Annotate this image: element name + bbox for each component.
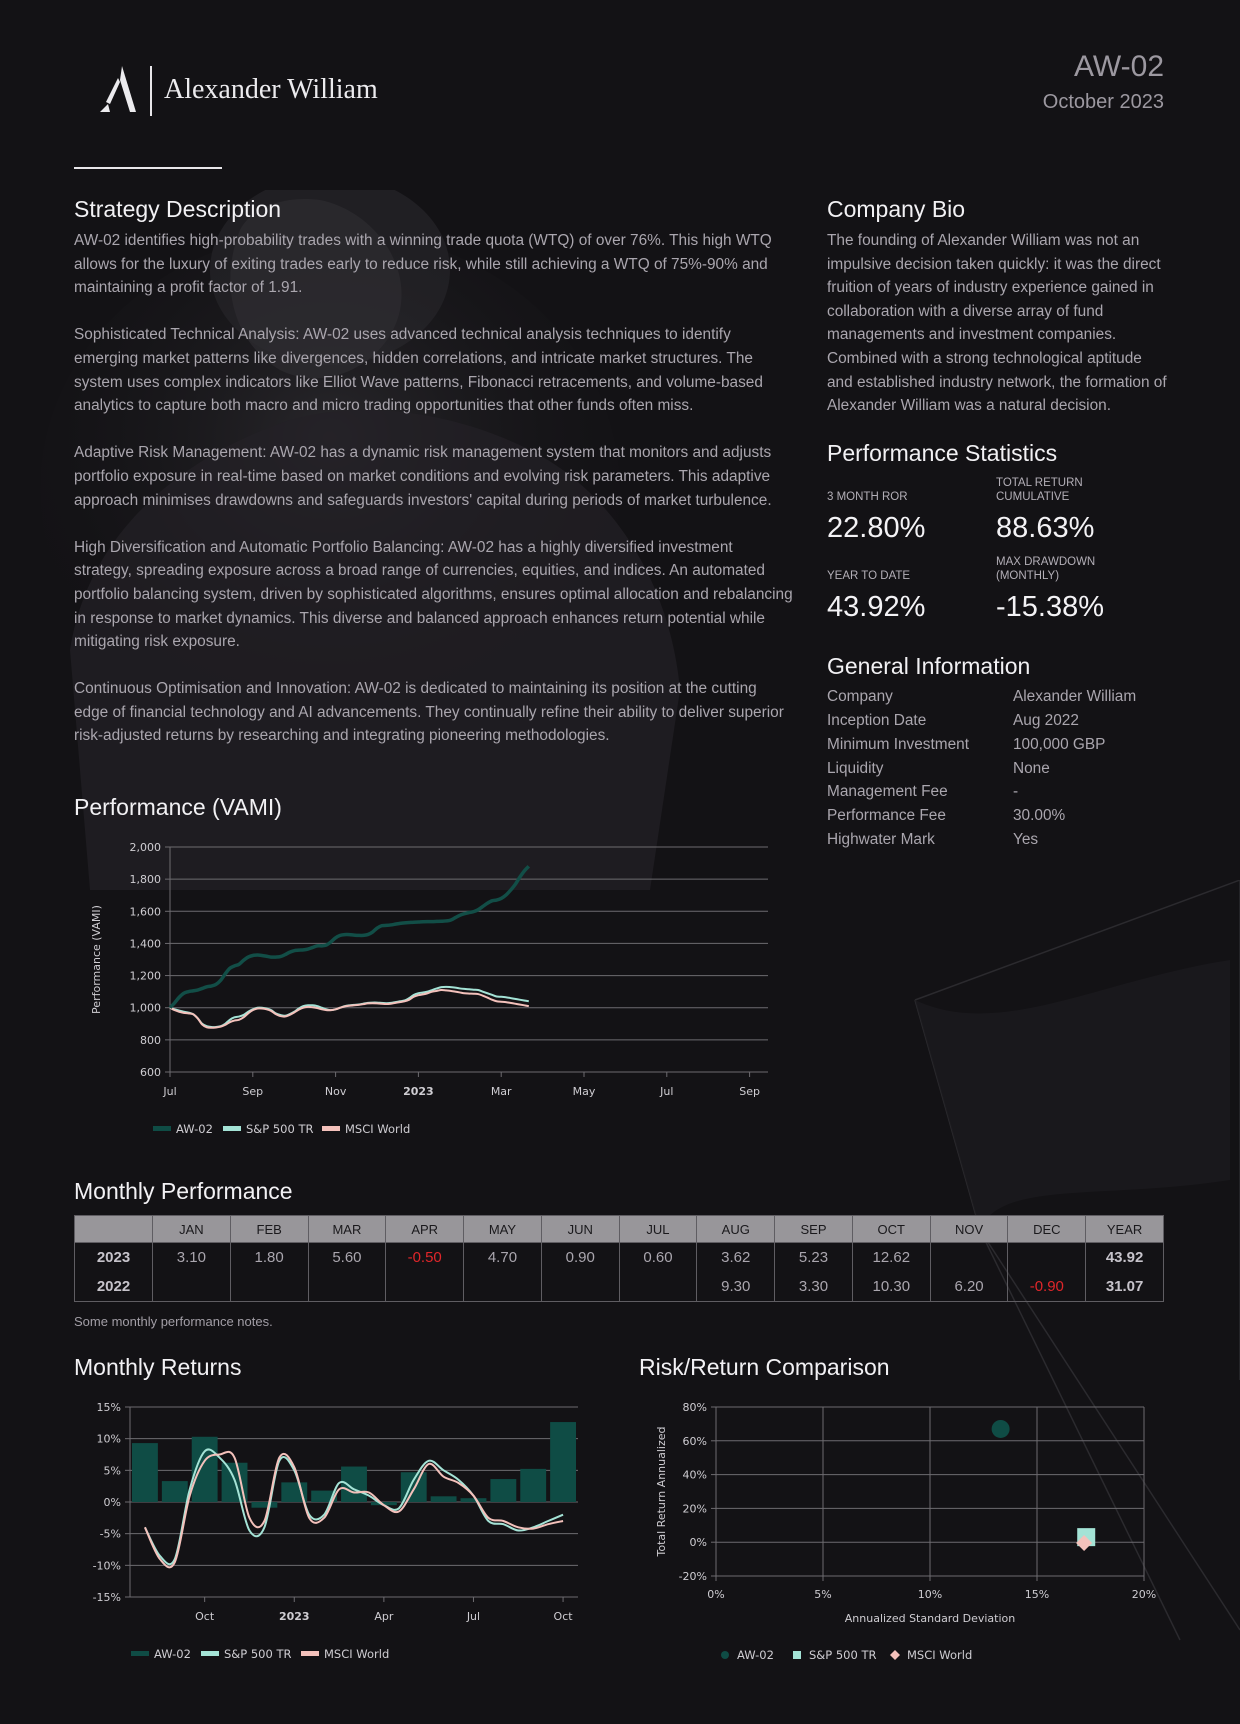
table-cell: 1.80 xyxy=(230,1243,308,1273)
y-tick-label: 800 xyxy=(140,1033,161,1047)
y-tick-label: 60% xyxy=(682,1434,707,1448)
series-line-msci-world xyxy=(170,990,529,1028)
stat-value-total-return: 88.63% xyxy=(996,512,1095,544)
column-header: OCT xyxy=(852,1216,930,1243)
info-label: Inception Date xyxy=(827,712,927,729)
column-header xyxy=(75,1216,153,1243)
legend-monthly-swatch xyxy=(301,1651,319,1656)
series-line-aw-02 xyxy=(170,866,529,1007)
table-cell xyxy=(619,1272,697,1302)
x-tick-label: Oct xyxy=(553,1610,573,1623)
info-label: Minimum Investment xyxy=(827,736,969,753)
bar xyxy=(341,1467,367,1502)
monthly-returns-heading: Monthly Returns xyxy=(74,1354,242,1380)
table-cell: 12.62 xyxy=(852,1243,930,1273)
info-value: Aug 2022 xyxy=(1013,712,1079,729)
info-label: Management Fee xyxy=(827,783,948,800)
stat-value-ytd: 43.92% xyxy=(827,591,926,623)
y-tick-label: -20% xyxy=(678,1570,707,1583)
stat-label-3m-ror: 3 MONTH ROR xyxy=(827,491,908,503)
logo-company-name: Alexander William xyxy=(164,74,378,105)
info-value: - xyxy=(1013,783,1019,800)
y-tick-label: 5% xyxy=(103,1464,121,1478)
table-cell: -0.90 xyxy=(1008,1272,1086,1302)
column-header: NOV xyxy=(930,1216,1008,1243)
legend-risk-return-swatch xyxy=(890,1650,900,1660)
row-total: 43.92 xyxy=(1086,1243,1164,1273)
table-header-row xyxy=(75,1216,1164,1243)
stat-value-max-drawdown: -15.38% xyxy=(996,591,1105,623)
x-tick-label: 5% xyxy=(814,1588,832,1601)
point-aw-02 xyxy=(992,1420,1010,1438)
legend-risk-return-swatch xyxy=(793,1651,801,1659)
x-tick-label: Mar xyxy=(490,1085,512,1098)
info-value: Alexander William xyxy=(1013,688,1137,705)
x-tick-label: Jul xyxy=(466,1610,481,1623)
y-tick-label: 1,600 xyxy=(129,905,161,919)
column-header: JUN xyxy=(541,1216,619,1243)
bar xyxy=(251,1502,277,1508)
legend-risk-return-label: S&P 500 TR xyxy=(809,1648,877,1662)
table-cell xyxy=(1008,1243,1086,1273)
row-year: 2023 xyxy=(75,1243,153,1273)
strategy-paragraph: High Diversification and Automatic Portfolio Balancing: AW-02 has a highly diversified investment strategy, spreading exposure across a broad range of currencies, equities, and indices. An automated portfolio balancing system, driven by sophisticated algorithms, ensures optimal allocation and rebalancing in response to market dynamics. This diverse and balanced approach enhances return potential while mitigating risk exposure. xyxy=(74,538,793,651)
y-tick-label: 80% xyxy=(682,1401,707,1414)
column-header: AUG xyxy=(697,1216,775,1243)
legend-vami-label: S&P 500 TR xyxy=(246,1122,314,1136)
y-tick-label: 1,800 xyxy=(129,873,161,887)
table-cell: 3.10 xyxy=(153,1243,231,1273)
row-year: 2022 xyxy=(75,1272,153,1302)
risk-return-heading: Risk/Return Comparison xyxy=(639,1354,890,1380)
bar xyxy=(431,1496,457,1502)
y-tick-label: 600 xyxy=(140,1066,161,1079)
legend-monthly-label: AW-02 xyxy=(154,1647,191,1661)
fund-id: AW-02 xyxy=(1073,50,1164,83)
company-bio-text: The founding of Alexander William was not an impulsive decision taken quickly: it was the direct fruition of years of industry experience gained in collaboration with a diverse array of fund managements and investment companies. Combined with a strong technological aptitude and established industry network, the formation of Alexander William was a natural decision. xyxy=(827,232,1167,415)
y-tick-label: 0% xyxy=(689,1536,707,1550)
legend-risk-return-label: AW-02 xyxy=(737,1648,774,1662)
strategy-paragraph: Sophisticated Technical Analysis: AW-02 uses advanced technical analysis techniques to identify emerging market patterns like divergences, hidden correlations, and intricate market structures. The system uses complex indicators like Elliot Wave patterns, Fibonacci retracements, and volume-based analytics to capture both macro and micro trading opportunities that other funds often miss. xyxy=(74,326,763,415)
info-label: Liquidity xyxy=(827,760,884,777)
legend-vami-swatch xyxy=(223,1126,241,1131)
legend-monthly-label: MSCI World xyxy=(324,1647,390,1661)
bio-heading: Company Bio xyxy=(827,196,966,222)
column-header: YEAR xyxy=(1086,1216,1164,1243)
y-tick-label: 10% xyxy=(96,1432,121,1446)
stat-label-ytd: YEAR TO DATE xyxy=(827,570,911,582)
table-cell xyxy=(464,1272,542,1302)
table-cell: 10.30 xyxy=(852,1272,930,1302)
info-label: Performance Fee xyxy=(827,807,946,824)
y-tick-label: 1,400 xyxy=(129,937,161,951)
column-header: APR xyxy=(386,1216,464,1243)
x-tick-label: Oct xyxy=(195,1610,215,1623)
stat-value-3m-ror: 22.80% xyxy=(827,512,926,544)
table-cell: 0.90 xyxy=(541,1243,619,1273)
legend-monthly-swatch xyxy=(131,1651,149,1656)
legend-vami-label: AW-02 xyxy=(176,1122,213,1136)
table-cell xyxy=(541,1272,619,1302)
x-tick-label: Sep xyxy=(739,1085,760,1098)
stat-label-total-return: TOTAL RETURN CUMULATIVE xyxy=(996,477,1083,503)
y-tick-label: -10% xyxy=(92,1559,121,1573)
column-header: JAN xyxy=(153,1216,231,1243)
monthly-performance-heading: Monthly Performance xyxy=(74,1178,293,1204)
y-tick-label: 40% xyxy=(682,1468,707,1482)
bar xyxy=(461,1498,487,1502)
table-cell: 4.70 xyxy=(464,1243,542,1273)
y-axis-label: Performance (VAMI) xyxy=(90,905,103,1014)
bar xyxy=(520,1469,546,1502)
x-tick-label: Apr xyxy=(374,1610,394,1623)
x-tick-label: 2023 xyxy=(278,1610,310,1623)
column-header: DEC xyxy=(1008,1216,1086,1243)
y-tick-label: 15% xyxy=(96,1401,121,1414)
x-tick-label: May xyxy=(572,1085,596,1098)
legend-monthly-label: S&P 500 TR xyxy=(224,1647,292,1661)
monthly-performance-note: Some monthly performance notes. xyxy=(74,1314,273,1329)
column-header: FEB xyxy=(230,1216,308,1243)
y-tick-label: 2,000 xyxy=(129,841,161,854)
legend-risk-return-label: MSCI World xyxy=(907,1648,973,1662)
table-cell: 0.60 xyxy=(619,1243,697,1273)
table-cell: 5.60 xyxy=(308,1243,386,1273)
table-cell: -0.50 xyxy=(386,1243,464,1273)
column-header: MAY xyxy=(464,1216,542,1243)
table-cell xyxy=(930,1243,1008,1273)
x-axis-label: Annualized Standard Deviation xyxy=(844,1612,1016,1625)
column-header: MAR xyxy=(308,1216,386,1243)
legend-vami-label: MSCI World xyxy=(345,1122,411,1136)
stats-heading: Performance Statistics xyxy=(827,440,1058,466)
x-tick-label: 2023 xyxy=(403,1085,434,1098)
general-info-heading: General Information xyxy=(827,653,1031,679)
x-tick-label: Jul xyxy=(163,1085,177,1098)
legend-risk-return-swatch xyxy=(721,1651,729,1659)
y-tick-label: 1,000 xyxy=(129,1001,161,1015)
y-tick-label: -15% xyxy=(92,1591,121,1604)
stat-label-max-drawdown: MAX DRAWDOWN (MONTHLY) xyxy=(996,556,1096,582)
info-value: 30.00% xyxy=(1013,807,1066,824)
table-row xyxy=(75,1272,1164,1302)
strategy-paragraph: Continuous Optimisation and Innovation: AW-02 is dedicated to maintaining its position at the cutting edge of financial technology and AI advancements. They continually refine their ability to deliver superior risk-adjusted returns by researching and integrating pioneering methodologies. xyxy=(74,680,784,745)
table-row xyxy=(75,1243,1164,1273)
table-cell xyxy=(386,1272,464,1302)
vami-heading: Performance (VAMI) xyxy=(74,794,282,820)
strategy-paragraph: AW-02 identifies high-probability trades with a winning trade quota (WTQ) of over 76%. This high WTQ allows for the luxury of exiting trades early to reduce risk, while still achieving a WTQ of 75%-90% and maintaining a profit factor of 1.91. xyxy=(74,232,772,297)
table-cell: 9.30 xyxy=(697,1272,775,1302)
bar xyxy=(132,1443,158,1502)
table-cell xyxy=(308,1272,386,1302)
column-header: SEP xyxy=(775,1216,853,1243)
strategy-heading: Strategy Description xyxy=(74,196,282,222)
table-cell: 3.62 xyxy=(697,1243,775,1273)
bar xyxy=(550,1422,576,1502)
monthly-performance-table xyxy=(74,1215,1164,1302)
bar xyxy=(162,1481,188,1502)
legend-vami-swatch xyxy=(153,1126,171,1131)
strategy-paragraph: Adaptive Risk Management: AW-02 has a dynamic risk management system that monitors and adjusts portfolio exposure in real-time based on market conditions and evolving risk parameters. This adaptive approach minimises drawdowns and safeguards investors' capital during periods of market turbulence. xyxy=(74,444,772,509)
x-tick-label: 10% xyxy=(917,1588,943,1601)
report-date: October 2023 xyxy=(1042,91,1164,113)
table-cell xyxy=(153,1272,231,1302)
y-axis-label: Total Return Annualized xyxy=(655,1426,668,1557)
info-value: Yes xyxy=(1013,831,1039,848)
legend-monthly-swatch xyxy=(201,1651,219,1656)
x-tick-label: 0% xyxy=(707,1588,725,1601)
x-tick-label: 20% xyxy=(1131,1588,1157,1601)
table-cell xyxy=(230,1272,308,1302)
info-value: None xyxy=(1013,760,1050,777)
y-tick-label: -5% xyxy=(99,1527,121,1541)
y-tick-label: 1,200 xyxy=(129,969,161,983)
y-tick-label: 20% xyxy=(682,1502,707,1516)
table-cell: 5.23 xyxy=(775,1243,853,1273)
column-header: JUL xyxy=(619,1216,697,1243)
table-cell: 3.30 xyxy=(775,1272,853,1302)
x-tick-label: Nov xyxy=(324,1085,347,1098)
x-tick-label: 15% xyxy=(1024,1588,1050,1601)
info-value: 100,000 GBP xyxy=(1013,736,1106,753)
table-cell: 6.20 xyxy=(930,1272,1008,1302)
info-label: Highwater Mark xyxy=(827,831,935,848)
y-tick-label: 0% xyxy=(103,1496,121,1509)
info-label: Company xyxy=(827,688,893,705)
x-tick-label: Jul xyxy=(660,1085,674,1098)
bar xyxy=(490,1479,516,1502)
row-total: 31.07 xyxy=(1086,1272,1164,1302)
legend-vami-swatch xyxy=(322,1126,340,1131)
x-tick-label: Sep xyxy=(242,1085,264,1098)
